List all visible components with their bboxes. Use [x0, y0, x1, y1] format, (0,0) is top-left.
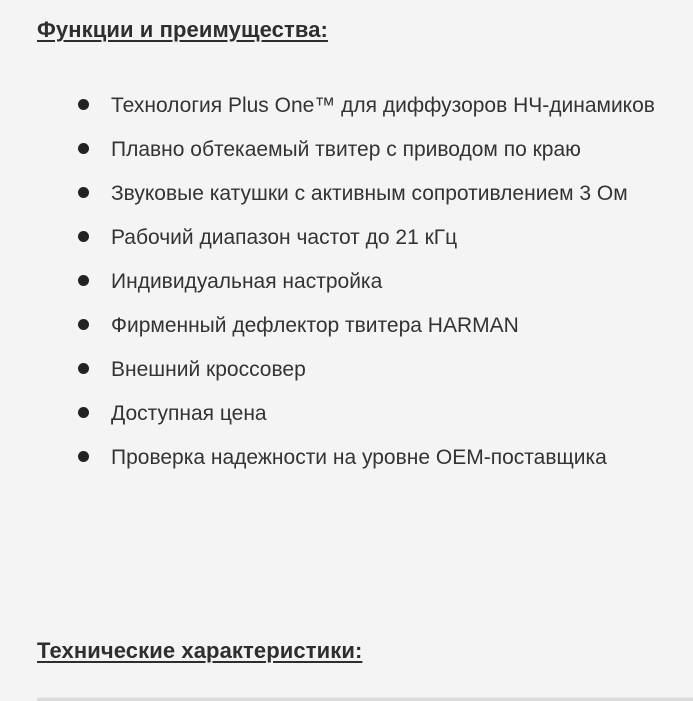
- feature-item-text: Индивидуальная настройка: [111, 270, 383, 293]
- features-list: [0, 84, 693, 480]
- feature-item-text: Технология Plus One™ для диффузоров НЧ-динамиков: [111, 94, 655, 117]
- features-heading: Функции и преимущества:: [37, 17, 328, 42]
- bullet-icon: [78, 451, 89, 462]
- feature-item: [0, 304, 693, 348]
- bullet-icon: [78, 99, 89, 110]
- specs-heading: Технические характеристики:: [37, 638, 363, 663]
- feature-item-text: Рабочий диапазон частот до 21 кГц: [111, 226, 458, 249]
- feature-item: [0, 260, 693, 304]
- feature-item-text: Фирменный дефлектор твитера HARMAN: [111, 314, 519, 337]
- feature-item-text: Плавно обтекаемый твитер с приводом по краю: [111, 138, 581, 161]
- feature-item: [0, 216, 693, 260]
- bullet-icon: [78, 275, 89, 286]
- feature-item-text: Доступная цена: [111, 402, 267, 425]
- feature-item-text: Внешний кроссовер: [111, 358, 306, 381]
- feature-item: [0, 84, 693, 128]
- bullet-icon: [78, 319, 89, 330]
- feature-item-text: Звуковые катушки с активным сопротивлением 3 Ом: [111, 182, 628, 205]
- bullet-icon: [78, 363, 89, 374]
- feature-item: [0, 436, 693, 480]
- feature-item: [0, 172, 693, 216]
- feature-item-text: Проверка надежности на уровне OEM-поставщика: [111, 446, 607, 469]
- bullet-icon: [78, 231, 89, 242]
- bullet-icon: [78, 407, 89, 418]
- bullet-icon: [78, 143, 89, 154]
- feature-item: [0, 392, 693, 436]
- feature-item: [0, 128, 693, 172]
- feature-item: [0, 348, 693, 392]
- specs-table-top-edge: [37, 697, 693, 701]
- bullet-icon: [78, 187, 89, 198]
